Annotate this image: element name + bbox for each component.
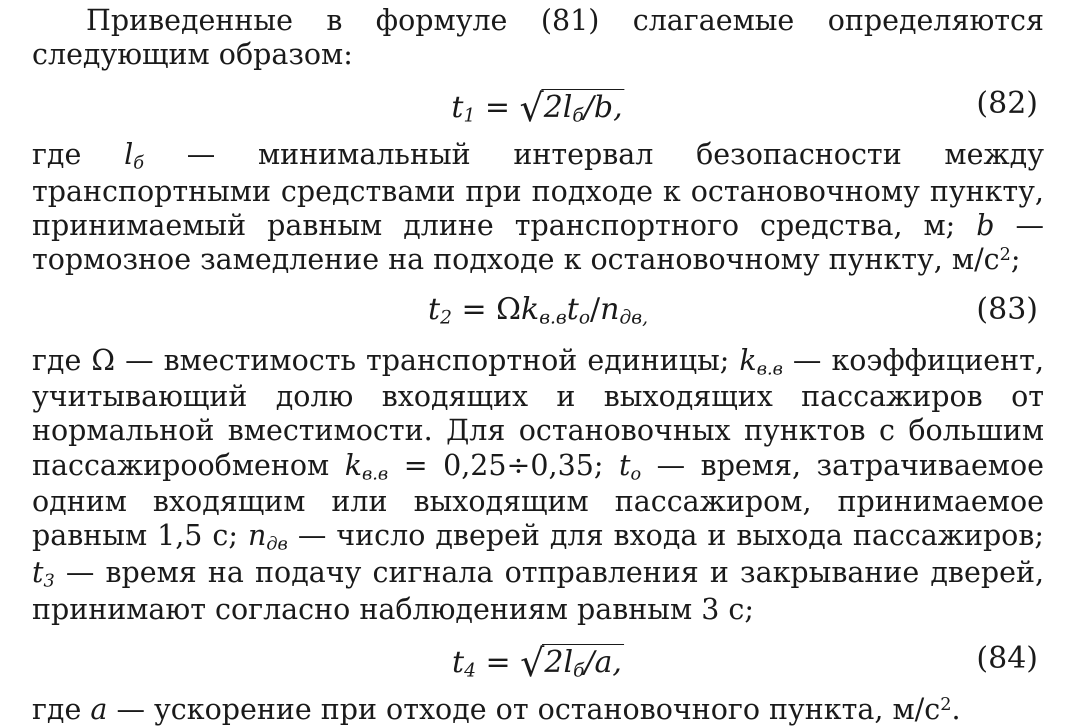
- var-t4: [452, 645, 476, 680]
- subscript: o: [630, 463, 642, 484]
- var-t0: [567, 292, 590, 327]
- radicand: [542, 644, 624, 680]
- subscript: o: [578, 307, 591, 329]
- text: — ускорение при отходе от остановочного пункта, м/с: [107, 692, 941, 726]
- subscript: б: [133, 153, 145, 174]
- text: — число дверей для входа и выхода пассажиров;: [287, 519, 1044, 553]
- subscript: 4: [464, 660, 476, 682]
- paragraph-definitions-83: [32, 344, 1044, 627]
- equals-sign: =: [475, 644, 521, 680]
- var-omega: Ω: [496, 291, 522, 327]
- var-k-letter: k: [521, 291, 540, 327]
- document-page: [32, 4, 1044, 727]
- var-b: b: [976, 209, 995, 243]
- var-t1: [451, 90, 476, 128]
- equals-sign: =: [451, 291, 497, 327]
- subscript: в.в: [539, 307, 567, 329]
- var-n-dv: [248, 519, 288, 555]
- var-k-vv: [739, 344, 782, 377]
- radicand-tail: /b,: [583, 90, 623, 126]
- var-t: t: [32, 555, 44, 589]
- division-slash: /: [590, 291, 601, 327]
- var-n-letter: n: [248, 519, 267, 553]
- text: — время, затрачиваемое одним входящим или выходящим пассажиром, принимаемое равным 1,5 с;: [32, 448, 1045, 553]
- text: = 0,25÷0,35;: [388, 448, 620, 482]
- var-t: t: [452, 644, 465, 680]
- equation-84: [32, 631, 1044, 687]
- text: — тормозное замедление на подходе к остановочному пункту, м/с: [32, 209, 1044, 277]
- var-a: a: [90, 692, 108, 726]
- var-k-letter: k: [739, 343, 757, 377]
- subscript: дв,: [619, 307, 648, 329]
- subscript: в.в: [362, 463, 389, 484]
- square-root: [520, 641, 624, 687]
- text: .: [951, 692, 961, 726]
- square-root: [520, 86, 625, 132]
- text: — время на подачу сигнала отправления и закрывание дверей, принимают согласно наблюдениям равным 3 с;: [32, 555, 1044, 626]
- var-k-vv: [345, 449, 388, 482]
- subscript: б: [573, 660, 585, 682]
- radical-sign-icon: √: [520, 640, 545, 685]
- text: где Ω — вместимость транспортной единицы;: [32, 343, 740, 377]
- var-k-letter: k: [344, 448, 362, 482]
- subscript: 1: [463, 106, 476, 128]
- radicand-text: 2l: [543, 90, 573, 126]
- text: ;: [1010, 243, 1021, 277]
- paragraph-definitions-84: [32, 693, 1044, 727]
- equation-82: [32, 76, 1044, 132]
- text: — коэффициент, учитывающий долю входящих и выходящих пассажиров от нормальной вместимости. Для остановочных пунктов с большим пассажирообменом: [32, 343, 1044, 482]
- equation-83: [32, 282, 1044, 338]
- paragraph-definitions-82: [32, 138, 1044, 277]
- var-k: [521, 292, 567, 327]
- text: — минимальный интервал безопасности между транспортными средствами при подходе к остановочному пункту, принимаемый равным длине транспортного средства, м;: [32, 138, 1045, 243]
- paragraph-intro: Приведенные в формуле (81) слагаемые определяются следующим образом:: [32, 4, 1044, 72]
- equation-number-82: (82): [976, 86, 1038, 122]
- equation-number-84: (84): [976, 640, 1038, 676]
- superscript: 2: [999, 245, 1011, 266]
- text: где: [32, 692, 91, 726]
- var-n-letter: n: [600, 291, 620, 327]
- subscript: дв: [266, 534, 288, 555]
- var-t2: [428, 292, 452, 327]
- var-t: t: [428, 291, 441, 327]
- superscript: 2: [940, 694, 952, 715]
- radical-sign-icon: √: [519, 86, 544, 131]
- formula-83: [428, 292, 648, 330]
- subscript: б: [572, 106, 584, 128]
- var-t: t: [566, 291, 579, 327]
- subscript: в.в: [756, 358, 783, 379]
- radicand-tail: /a,: [584, 644, 622, 680]
- var-t0: [619, 449, 641, 482]
- formula-84: [452, 641, 624, 687]
- var-t: t: [619, 448, 631, 482]
- var-l: l: [124, 138, 134, 172]
- radicand-text: 2l: [544, 644, 574, 680]
- equals-sign: =: [475, 90, 520, 126]
- var-n: [600, 292, 648, 327]
- subscript: 2: [440, 307, 452, 329]
- equation-number-83: (83): [976, 291, 1038, 327]
- radicand: [542, 89, 625, 128]
- var-t3: [32, 555, 55, 592]
- text: где: [32, 138, 125, 172]
- var-l-b: [124, 138, 145, 174]
- var-t: t: [451, 90, 464, 126]
- subscript: 3: [43, 571, 55, 592]
- formula-82: [451, 86, 624, 132]
